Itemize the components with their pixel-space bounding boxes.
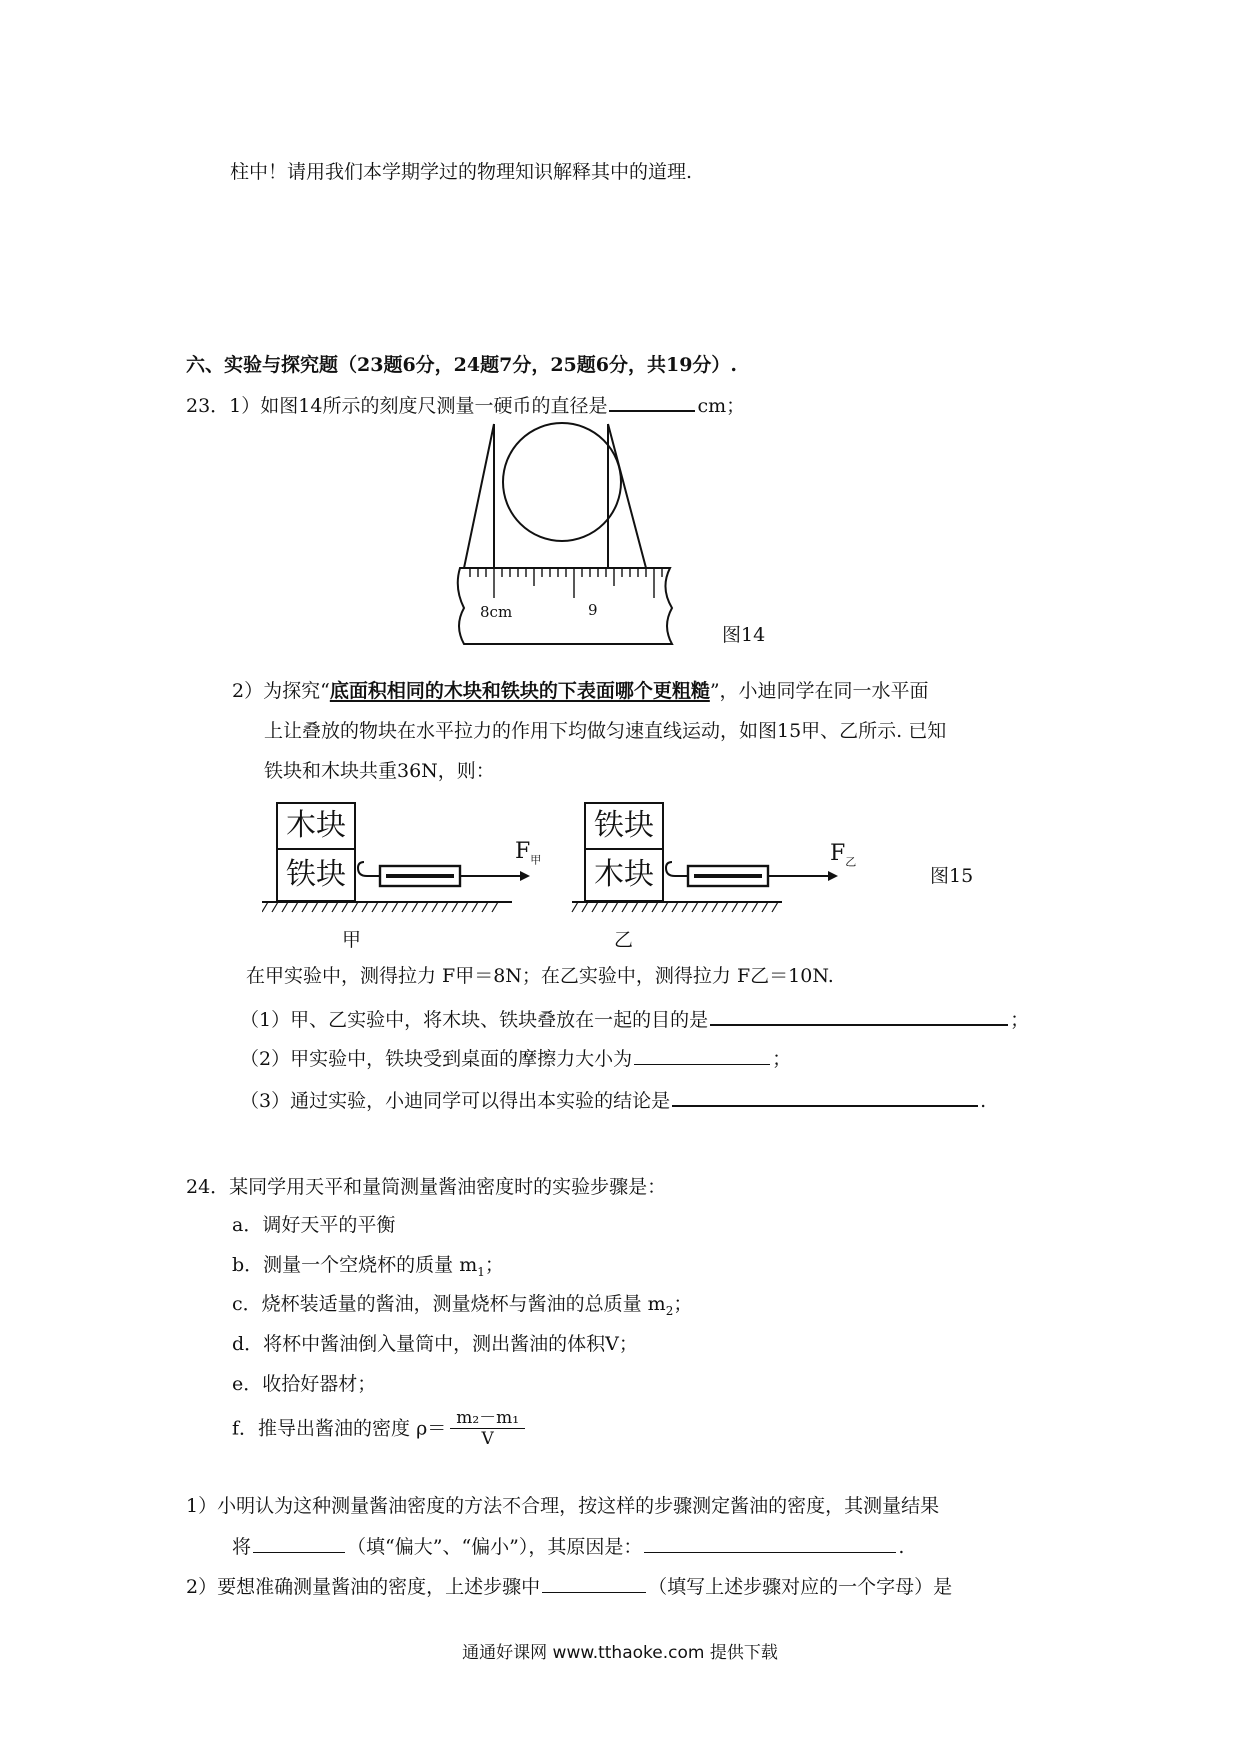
q23-part2-topic: 底面积相同的木块和铁块的下表面哪个更粗糙 — [329, 680, 710, 702]
q24-step-c-text: c．烧杯装适量的酱油，测量烧杯与酱油的总质量 m — [232, 1293, 666, 1315]
q24-step-d: d．将杯中酱油倒入量筒中，测出酱油的体积V； — [232, 1333, 638, 1355]
jia-bottom-block-iron: 铁块 — [276, 848, 356, 902]
yi-force-subscript: 乙 — [845, 855, 857, 869]
q24-step-e: e．收拾好器材； — [232, 1373, 377, 1395]
q23-part2-suffix: ”，小迪同学在同一水平面 — [709, 680, 929, 702]
figure-14-ruler-coin — [450, 420, 790, 650]
answer-blank-reason[interactable] — [644, 1534, 896, 1553]
q24-question1-line2 — [232, 1534, 904, 1559]
q23-part1-unit: cm； — [697, 395, 746, 417]
q24-step-b-text: b．测量一个空烧杯的质量 m — [232, 1254, 478, 1276]
q23-sub1 — [240, 1006, 1029, 1032]
jia-force-symbol: F — [515, 839, 531, 864]
formula-numerator: m₂－m₁ — [450, 1408, 525, 1429]
q24-q1-prefix: 将 — [232, 1536, 252, 1558]
yi-bottom-block-wood: 木块 — [584, 848, 664, 902]
jia-top-block-wood: 木块 — [276, 802, 356, 850]
formula-denominator: V — [481, 1429, 494, 1449]
answer-blank-step-letter[interactable] — [542, 1574, 646, 1593]
q24-step-b — [232, 1253, 504, 1284]
q23-sub3-text: （3）通过实验，小迪同学可以得出本实验的结论是 — [240, 1090, 671, 1112]
q23-sub2-text: （2）甲实验中，铁块受到桌面的摩擦力大小为 — [240, 1048, 633, 1070]
q24-q2-prefix: 2）要想准确测量酱油的密度，上述步骤中 — [186, 1576, 541, 1598]
q23-sub2-end: ； — [772, 1048, 792, 1070]
yi-label: 乙 — [614, 929, 634, 951]
q23-part2-line2: 上让叠放的物块在水平拉力的作用下均做匀速直线运动，如图15甲、乙所示. 已知 — [264, 720, 947, 742]
q24-step-f — [232, 1408, 525, 1458]
jia-label: 甲 — [342, 929, 362, 951]
answer-blank-friction[interactable] — [634, 1046, 770, 1065]
q24-step-b-subscript: 1 — [477, 1264, 485, 1279]
q24-q1-mid: （填“偏大”、“偏小”），其原因是： — [347, 1536, 643, 1558]
q24-q1-end: . — [898, 1536, 905, 1558]
q23-part2-line3: 铁块和木块共重36N，则： — [264, 760, 495, 782]
jia-force-subscript: 甲 — [530, 853, 542, 867]
q24-step-c — [232, 1292, 692, 1323]
answer-blank-bias[interactable] — [253, 1534, 345, 1553]
q23-sub1-end: ； — [1010, 1009, 1030, 1031]
q23-sub3 — [240, 1087, 986, 1113]
ruler-label-8cm: 8cm — [480, 603, 513, 621]
q24-question1-line1: 1）小明认为这种测量酱油密度的方法不合理，按这样的步骤测定酱油的密度，其测量结果 — [186, 1495, 940, 1517]
q24-step-c-subscript: 2 — [665, 1303, 674, 1318]
figure-15-caption: 图15 — [930, 865, 974, 887]
section-heading: 六、实验与探究题（23题6分，24题7分，25题6分，共19分）. — [186, 354, 738, 376]
q23-result-line: 在甲实验中，测得拉力 F甲＝8N；在乙实验中，测得拉力 F乙＝10N. — [246, 965, 834, 987]
q24-question2 — [186, 1574, 952, 1599]
intro-line: 柱中！请用我们本学期学过的物理知识解释其中的道理. — [230, 161, 693, 183]
q23-sub2 — [240, 1046, 791, 1071]
jia-force-label — [515, 840, 541, 872]
answer-blank-purpose[interactable] — [710, 1006, 1008, 1026]
ruler-label-9: 9 — [588, 601, 598, 619]
q24-q2-suffix: （填写上述步骤对应的一个字母）是 — [648, 1576, 953, 1598]
yi-force-symbol: F — [830, 841, 846, 866]
q24-step-b-end: ； — [484, 1254, 504, 1276]
q24-step-a: a．调好天平的平衡 — [232, 1214, 396, 1236]
figure-14-caption: 图14 — [722, 624, 766, 646]
q24-step-f-text: f．推导出酱油的密度 ρ＝ — [232, 1417, 447, 1440]
q24-step-c-end: ； — [673, 1293, 693, 1315]
answer-blank-diameter[interactable] — [609, 392, 695, 412]
page-footer: 通通好课网 www.tthaoke.com 提供下载 — [462, 1643, 778, 1663]
q23-sub3-end: . — [980, 1090, 987, 1112]
q23-part2-prefix: 2）为探究“ — [232, 680, 330, 702]
answer-blank-conclusion[interactable] — [672, 1087, 978, 1107]
q23-part1 — [186, 392, 745, 418]
yi-force-label — [830, 842, 856, 874]
yi-top-block-iron: 铁块 — [584, 802, 664, 850]
q23-sub1-text: （1）甲、乙实验中，将木块、铁块叠放在一起的目的是 — [240, 1009, 709, 1031]
density-formula — [450, 1408, 525, 1449]
q24-stem: 24．某同学用天平和量筒测量酱油密度时的实验步骤是： — [186, 1176, 667, 1198]
q23-part1-text: 23．1）如图14所示的刻度尺测量一硬币的直径是 — [186, 395, 608, 417]
q23-part2-line1 — [232, 679, 929, 703]
figure-15-experiment — [262, 796, 882, 956]
